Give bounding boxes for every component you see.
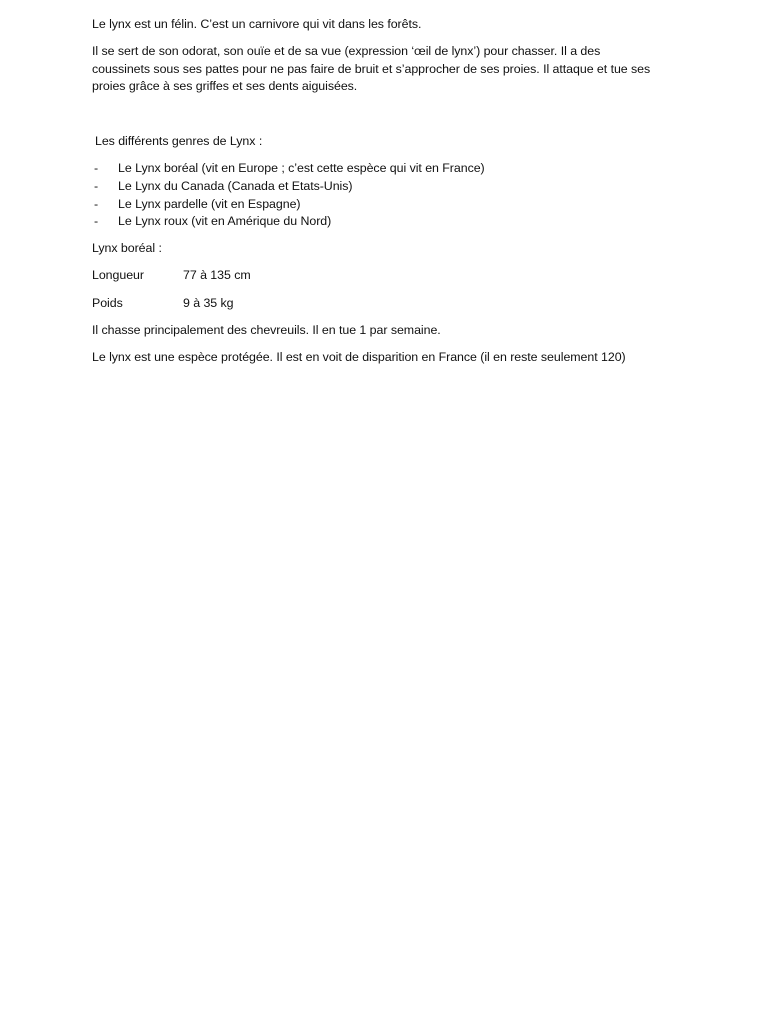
- list-item-text: Le Lynx pardelle (vit en Espagne): [118, 196, 301, 211]
- bullet-dash: -: [94, 179, 99, 194]
- genres-list: [92, 160, 692, 230]
- boreal-heading: Lynx boréal :: [92, 241, 162, 256]
- hunting-line: proies grâce à ses griffes et ses dents aiguisées.: [92, 79, 358, 94]
- hunting-line: coussinets sous ses pattes pour ne pas faire de bruit et s’approcher de ses proies. Il attaque et tue ses: [92, 61, 651, 76]
- bullet-dash: -: [94, 214, 99, 229]
- prey-paragraph: Il chasse principalement des chevreuils. Il en tue 1 par semaine.: [92, 322, 441, 337]
- length-value: 77 à 135 cm: [183, 268, 251, 283]
- bullet-dash: -: [94, 196, 99, 211]
- weight-value: 9 à 35 kg: [183, 295, 234, 310]
- bullet-dash: -: [94, 161, 99, 176]
- list-item: [92, 196, 692, 214]
- hunting-paragraph: [92, 43, 692, 96]
- list-item-text: Le Lynx roux (vit en Amérique du Nord): [118, 214, 332, 229]
- hunting-line: Il se sert de son odorat, son ouïe et de sa vue (expression ‘œil de lynx’) pour chasser. Il a des: [92, 44, 601, 59]
- weight-row: [92, 295, 692, 313]
- list-item-text: Le Lynx du Canada (Canada et Etats-Unis): [118, 179, 353, 194]
- intro-paragraph: Le lynx est un félin. C’est un carnivore qui vit dans les forêts.: [92, 17, 422, 31]
- list-item: [92, 213, 692, 231]
- length-label: Longueur: [92, 268, 144, 283]
- blank-line: [92, 105, 692, 133]
- document-body: [92, 16, 692, 376]
- weight-label: Poids: [92, 295, 123, 310]
- list-item-text: Le Lynx boréal (vit en Europe ; c’est cette espèce qui vit en France): [118, 161, 485, 176]
- protection-paragraph: Le lynx est une espèce protégée. Il est en voit de disparition en France (il en reste seulement 120): [92, 349, 626, 364]
- genres-heading: Les différents genres de Lynx :: [95, 134, 263, 149]
- list-item: [92, 160, 692, 178]
- length-row: [92, 267, 692, 285]
- list-item: [92, 178, 692, 196]
